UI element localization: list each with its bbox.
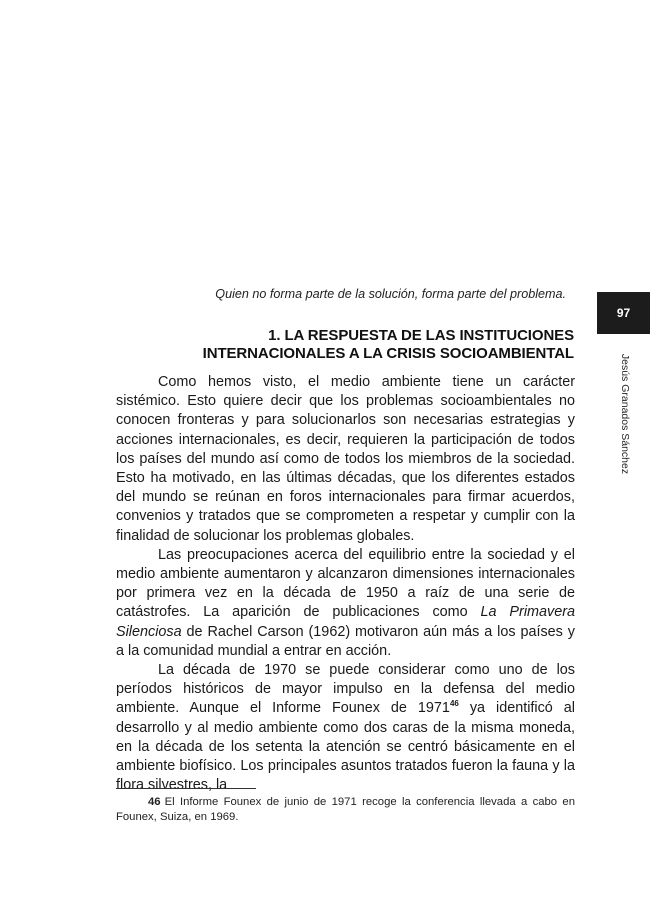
epigraph: Quien no forma parte de la solución, forma parte del problema. [215,287,566,301]
footnote-divider [116,788,256,789]
section-heading-line-1: 1. LA RESPUESTA DE LAS INSTITUCIONES [268,327,574,344]
book-title: La Primavera Silenciosa [116,604,575,640]
footnote-text: El Informe Founex de junio de 1971 recoge la conferencia llevada a cabo en Founex, Suiza, en 1969. [116,796,575,823]
body-text [116,373,575,795]
paragraph-3-text-a: La década de 1970 se puede considerar como uno de los períodos históricos de mayor impulso en la defensa del medio ambiente. Aunque el Informe Founex de 1971 [116,662,575,717]
footnote [116,795,575,825]
paragraph-3 [116,661,575,795]
running-header-author [618,354,632,474]
author-name: Jesús Granados Sánchez [619,353,631,475]
section-heading [150,327,574,363]
section-heading-line-2: INTERNACIONALES A LA CRISIS SOCIOAMBIENTAL [202,345,574,362]
page-number-tab [597,292,650,334]
footnote-reference[interactable]: 46 [449,698,459,708]
page-number: 97 [616,306,631,320]
paragraph-2-text-b: de Rachel Carson (1962) motivaron aún más a los países y a la comunidad mundial a entrar en acción. [116,623,575,659]
footnote-number: 46 [148,796,161,808]
paragraph-2 [116,546,575,661]
paragraph-2-text-a: Las preocupaciones acerca del equilibrio entre la sociedad y el medio ambiente aumentaron y alcanzaron dimensiones internacionales por primera vez en la década de 1950 a raíz de una serie de catástrofes. La aparición de publicaciones como [116,546,575,621]
paragraph-1: Como hemos visto, el medio ambiente tiene un carácter sistémico. Esto quiere decir que los problemas socioambientales no conocen fronteras y para solucionarlos son necesarias estrategias y acciones internacionales, es decir, requieren la participación de todos los países del mundo así como de todos los miembros de la sociedad. Esto ha motivado, en las últimas décadas, que los diferentes estados del mundo se reúnan en foros internacionales para firmar acuerdos, convenios y tratados que se comprometen a respetar y cumplir con la finalidad de solucionar los problemas globales. [116,374,575,544]
paragraph-3-text-b: ya identificó al desarrollo y al medio ambiente como dos caras de la misma moneda, en la década de los setenta la atención se centró básicamente en el ambiente biofísico. Los principales asuntos tratados fueron la fauna y la flora silvestres, la [116,700,575,794]
